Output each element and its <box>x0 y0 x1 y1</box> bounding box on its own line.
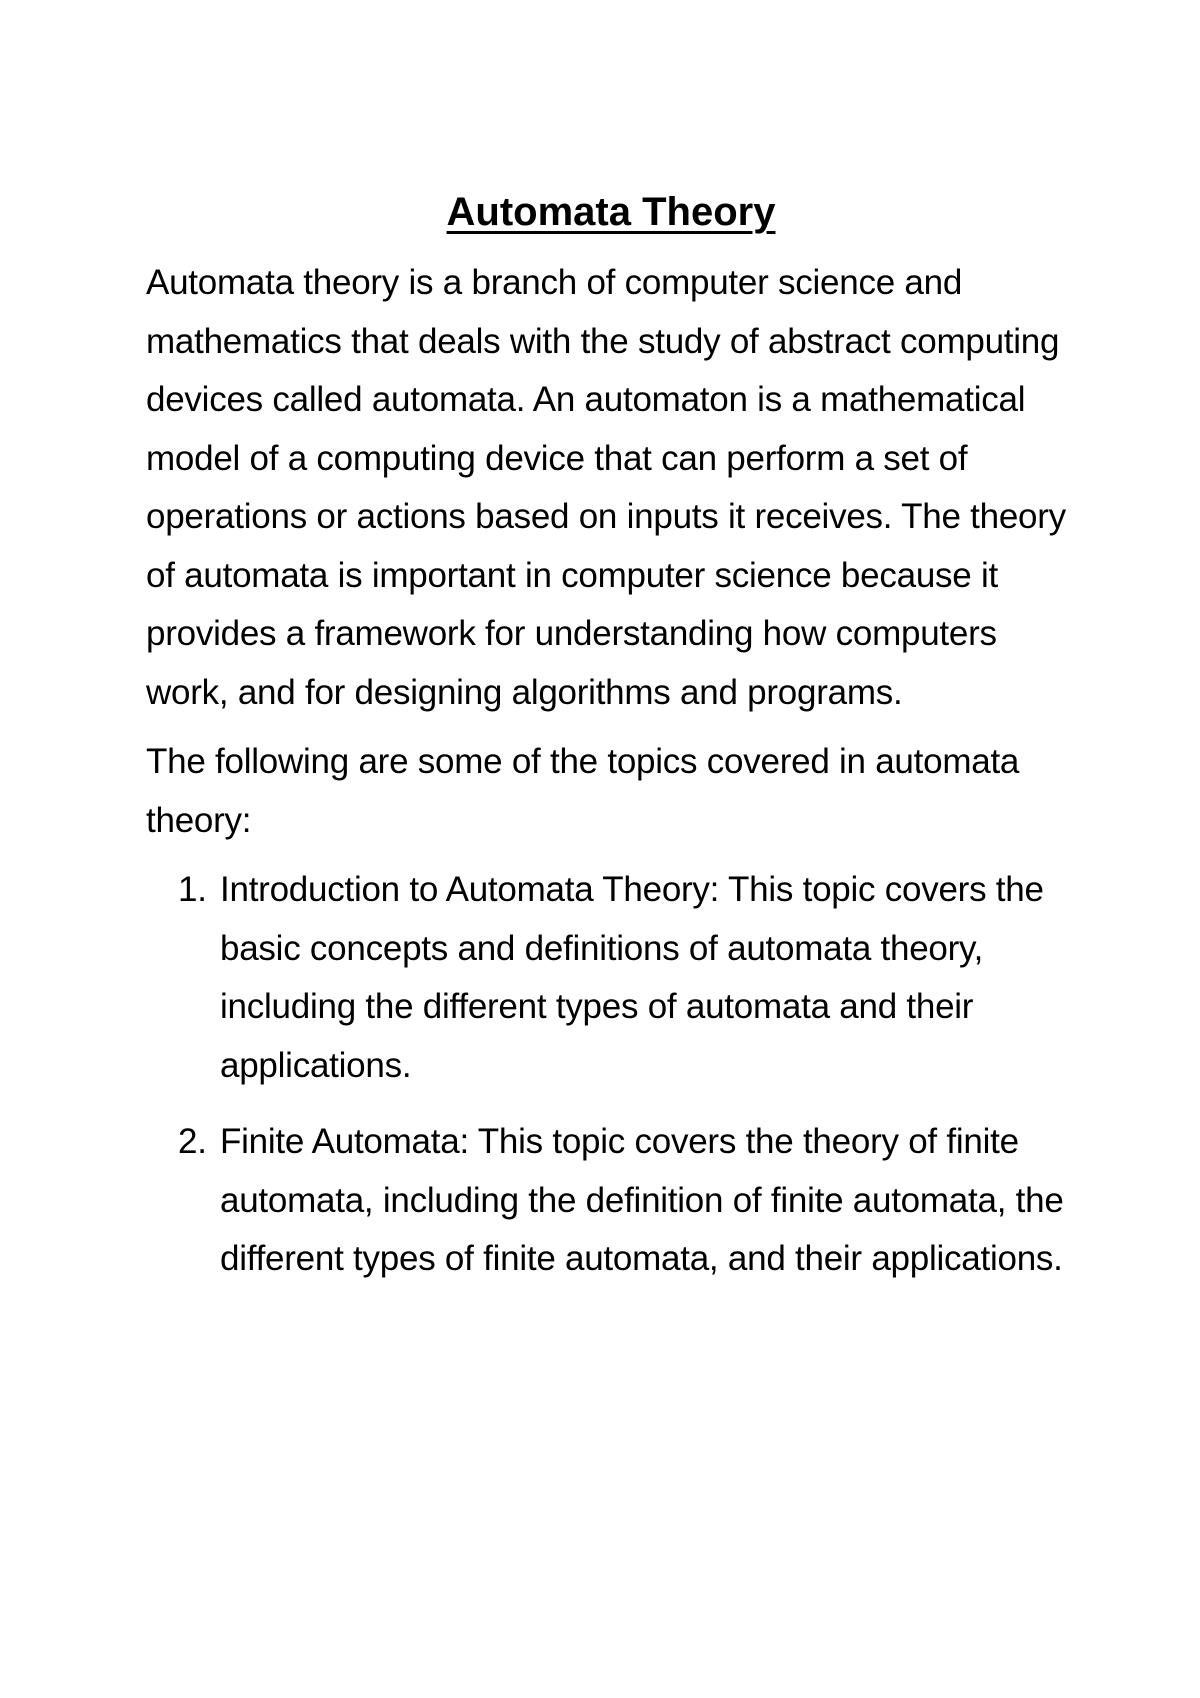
list-item <box>146 1113 1076 1289</box>
topics-intro-paragraph: The following are some of the topics covered in automata theory: <box>146 742 1020 840</box>
document-title: Automata Theory <box>446 190 776 234</box>
list-item-number: 2. <box>178 1122 207 1161</box>
topic-list <box>146 861 1076 1289</box>
document-content <box>146 186 1076 1307</box>
list-item-text: Finite Automata: This topic covers the theory of finite automata, including the definition of finite automata, the different types of finite automata, and their applications. <box>220 1122 1064 1278</box>
list-item-text: Introduction to Automata Theory: This topic covers the basic concepts and definitions of automata theory, including the different types of automata and their applications. <box>220 870 1044 1085</box>
list-item <box>146 861 1076 1095</box>
intro-paragraph: Automata theory is a branch of computer science and mathematics that deals with the study of abstract computing devices called automata. An automaton is a mathematical model of a computing device that can perform a set of operations or actions based on inputs it receives. The theory of automata is important in computer science because it provides a framework for understanding how computers work, and for designing algorithms and programs. <box>146 263 1066 712</box>
list-item-number: 1. <box>178 870 207 909</box>
